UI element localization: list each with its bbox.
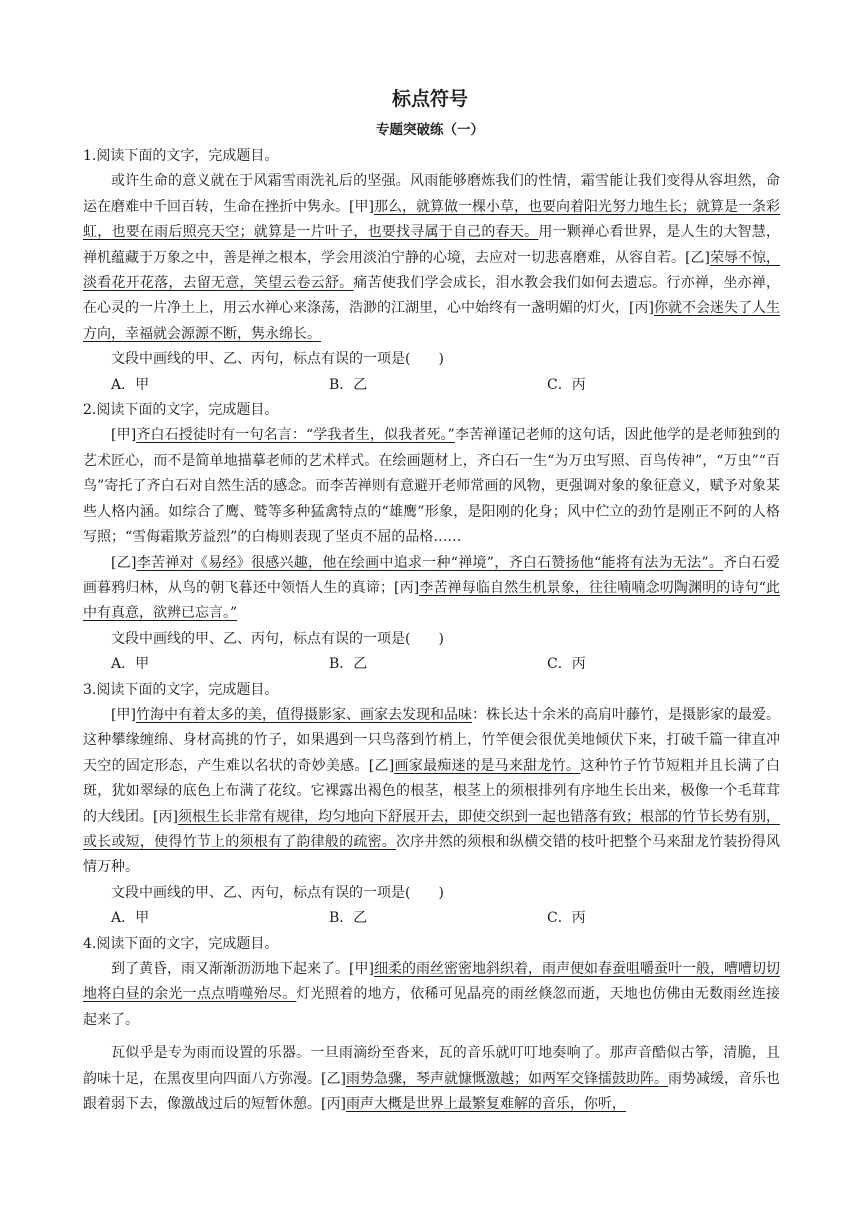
underlined-sentence-jia: 齐白石授徒时有一句名言：“学我者生，似我者死。” <box>136 427 455 444</box>
sentence-marker-bing: [丙] <box>321 1096 346 1113</box>
sentence-marker-bing: [丙] <box>629 300 654 317</box>
passage-text: 次序井然的须根和纵横交错的枝叶把整个马来甜龙竹装扮得风情万种。 <box>83 833 781 876</box>
question-4-passage-2 <box>83 1041 780 1117</box>
question-1-options <box>83 373 780 398</box>
question-2-passage-2 <box>83 551 780 627</box>
option-b[interactable]: B．乙 <box>329 376 368 393</box>
question-2-passage-1 <box>83 423 780 550</box>
passage-text: 痛苦使我们学会成长，泪水教会我们如何去遗忘。行亦禅，坐亦禅，在心灵的一片净土上，用云水禅心来涤荡，浩渺的江湖里，心中始终有一盏明媚的灯火， <box>83 275 781 317</box>
passage-text: 灯光照着的地方，依稀可见晶亮的雨丝倏忽而逝，天地也仿佛由无数雨丝连接起来了。 <box>83 986 780 1028</box>
underlined-sentence-yi: 雨势急骤，琴声就慷慨激越；如两军交锋擂鼓助阵。 <box>345 1070 668 1087</box>
sentence-marker-yi: [乙] <box>111 554 137 571</box>
underlined-sentence-jia: 细柔的雨丝密密地斜织着，雨声便如春蚕咀嚼蚕叶一般，嘈嘈切切地将白昼的余光一点点啃噬殆尽。 <box>83 961 781 1003</box>
question-1-heading: 1.阅读下面的文字，完成题目。 <box>83 148 279 164</box>
underlined-sentence-yi: 荣辱不惊，淡看花开花落，去留无意，笑望云卷云舒。 <box>83 249 781 292</box>
underlined-sentence-yi: 画家最痴迷的是马来甜龙竹。 <box>394 757 581 774</box>
sentence-marker-yi: [乙] <box>368 757 395 774</box>
underlined-sentence-bing: 你就不会迷失了人生方向，幸福就会源源不断，隽永绵长。 <box>83 300 780 342</box>
option-a[interactable]: A．甲 <box>111 376 150 393</box>
question-3-options <box>83 906 780 931</box>
passage-text: 瓦似乎是专为雨而设置的乐器。一旦雨滴纷至沓来，瓦的音乐就叮叮地奏响了。那声音酷似古筝，清脆，且韵味十足，在黑夜里向四面八方弥漫。 <box>83 1045 780 1087</box>
sentence-marker-jia: [甲] <box>349 198 374 215</box>
question-3-heading: 3.阅读下面的文字，完成题目。 <box>83 681 279 698</box>
passage-text: 齐白石爱画暮鸦归林，从鸟的朝飞暮还中领悟人生的真谛； <box>83 554 780 596</box>
option-c[interactable]: C．丙 <box>547 656 586 673</box>
passage-text: 雨势减缓，音乐也跟着弱下去，像激战过后的短暂休憩。 <box>83 1070 781 1113</box>
passage-text: ：株长达十余米的高肩叶藤竹，是摄影家的最爱。这种攀缘缠绵、身材高挑的竹子，如果遇到一只鸟落到竹梢上，竹竿便会很优美地倾伏下来，打破千篇一律直冲天空的固定形态，产生难以名状的奇妙美感。 <box>83 706 780 774</box>
question-2-options <box>83 652 780 677</box>
option-c[interactable]: C．丙 <box>547 910 586 927</box>
sentence-marker-yi: [乙] <box>321 1070 346 1087</box>
sentence-marker-bing: [丙] <box>153 808 178 825</box>
underlined-sentence-bing: 雨声大概是世界上最繁复难解的音乐，你听， <box>345 1096 626 1113</box>
question-4-passage-1 <box>83 957 780 1033</box>
underlined-sentence-jia: 竹海中有着太多的美，值得摄影家、画家去发现和品味 <box>135 706 472 723</box>
question-3-passage <box>83 703 780 881</box>
option-b[interactable]: B．乙 <box>329 656 368 673</box>
page-title: 标点符号 <box>391 88 468 110</box>
sentence-marker-yi: [乙] <box>685 249 710 266</box>
option-b[interactable]: B．乙 <box>329 910 368 927</box>
passage-text: 或许生命的意义就在于风霜雪雨洗礼后的坚强。风雨能够磨炼我们的性情，霜雪能让我们变得从容坦然，命运在磨难中千回百转，生命在挫折中隽永。 <box>83 173 780 215</box>
option-a[interactable]: A．甲 <box>111 910 150 927</box>
passage-text: 这种竹子竹节短粗并且长满了白斑，犹如翠绿的底色上布满了花纹。它裸露出褐色的根茎，根茎上的须根排列有序地生长出来，极像一个毛茸茸的大线团。 <box>83 757 781 825</box>
question-2-heading: 2.阅读下面的文字，完成题目。 <box>83 402 279 419</box>
option-c[interactable]: C．丙 <box>547 376 586 393</box>
document-body <box>83 144 780 1117</box>
paragraph-gap <box>83 1033 780 1041</box>
question-2-instruction: 文段中画线的甲、乙、丙句，标点有误的一项是( ) <box>111 630 444 647</box>
page-subtitle: 专题突破练（一） <box>376 122 484 138</box>
underlined-sentence-bing: 李苦禅每临自然生机景象，往往喃喃念叨陶渊明的诗句“此中有真意，欲辨已忘言。” <box>83 579 781 622</box>
sentence-marker-bing: [丙] <box>393 579 420 596</box>
sentence-marker-jia: [甲] <box>349 961 374 977</box>
underlined-sentence-jia: 那么，就算做一棵小草，也要向着阳光努力地生长；就算是一条彩虹，也要在雨后照亮天空；就算是一片叶子，也要找寻属于自己的春天。 <box>83 198 781 241</box>
underlined-sentence-yi: 李苦禅对《易经》很感兴趣，他在绘画中追求一种“禅境”，齐白石赞扬他“能将有法为无法”。 <box>136 554 724 571</box>
question-4-heading: 4.阅读下面的文字，完成题目。 <box>83 935 279 952</box>
passage-text: 李苦禅谨记老师的这句话，因此他学的是老师独到的艺术匠心，而不是简单地描摹老师的艺术样式。在绘画题材上，齐白石一生“为万虫写照、百鸟传神”，“万虫”“百鸟”寄托了齐白石对自然生活的感念。而李苦禅则有意避开老师常画的风物，更强调对象的象征意义，赋予对象某些人格内涵。如综合了鹰、鹫等多种猛禽特点的“雄鹰”形象，是阳刚的化身；风中伫立的劲竹是刚正不阿的人格写照；“雪侮霜欺芳益烈”的白梅则表现了坚贞不屈的品格…… <box>83 427 780 546</box>
sentence-marker-jia: [甲] <box>111 427 137 444</box>
passage-text: 用一颗禅心看世界，是人生的大智慧，禅机蕴藏于万象之中，善是禅之根本，学会用淡泊宁静的心境，去应对一切悲喜磨难，从容自若。 <box>83 224 781 266</box>
question-1-instruction: 文段中画线的甲、乙、丙句，标点有误的一项是( ) <box>111 351 444 368</box>
question-1-passage <box>83 169 780 347</box>
underlined-sentence-bing: 须根生长非常有规律，均匀地向下舒展开去，即使交织到一起也错落有致；根部的竹节长势有别，或长或短，使得竹节上的须根有了韵律般的疏密。 <box>83 808 781 850</box>
question-3-instruction: 文段中画线的甲、乙、丙句，标点有误的一项是( ) <box>111 884 444 901</box>
option-a[interactable]: A．甲 <box>111 656 150 673</box>
passage-text: 到了黄昏，雨又渐渐沥沥地下起来了。 <box>111 961 350 977</box>
sentence-marker-jia: [甲] <box>111 706 136 723</box>
